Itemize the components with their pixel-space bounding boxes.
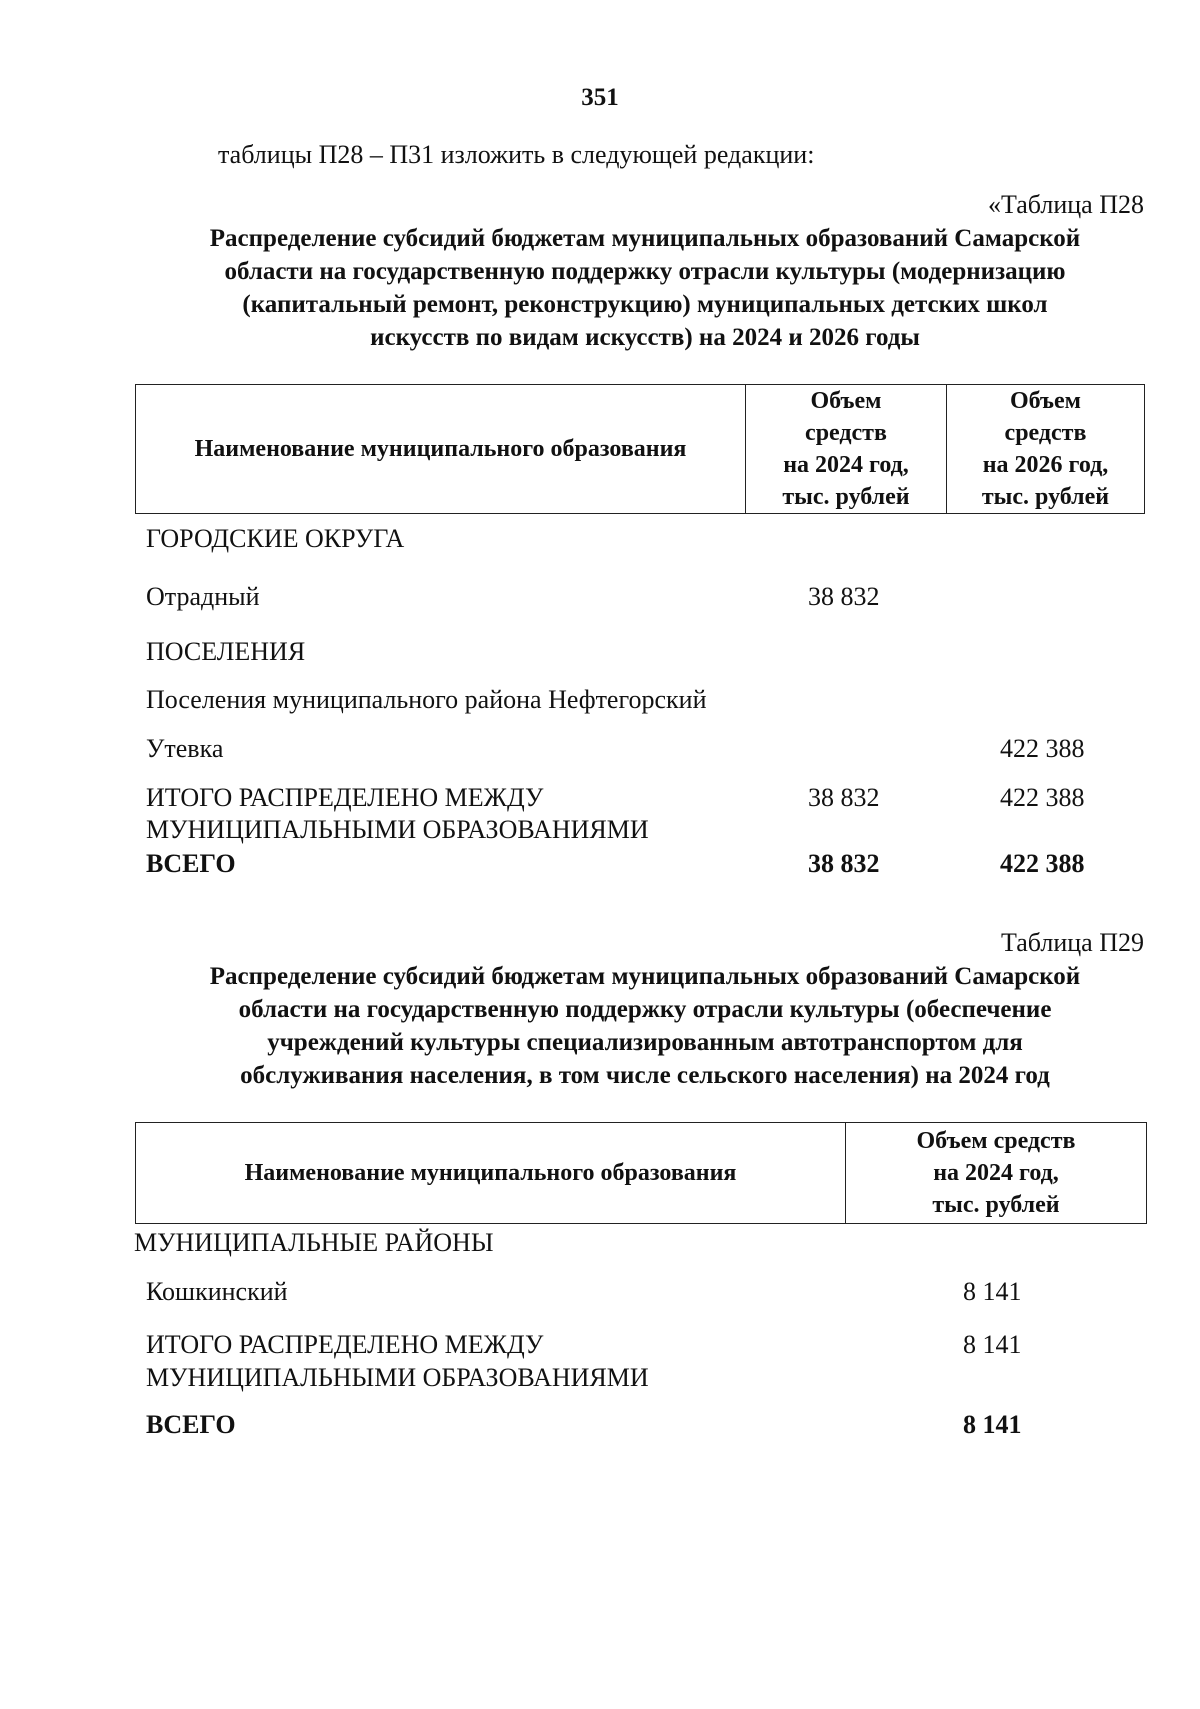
title-line: искусств по видам искусств) на 2024 и 2026 годы: [370, 324, 920, 351]
table-p29-title: [140, 960, 1150, 1092]
row-neftegorsky: Поселения муниципального района Нефтегорский: [146, 685, 707, 714]
title-line: области на государственную поддержку отрасли культуры (обеспечение: [238, 996, 1052, 1023]
section-city-districts: ГОРОДСКИЕ ОКРУГА: [146, 524, 405, 553]
row-distributed-line1: ИТОГО РАСПРЕДЕЛЕНО МЕЖДУ: [146, 1330, 544, 1359]
table-p29-header: [135, 1122, 1147, 1224]
row-distributed-2026: 422 388: [1000, 783, 1085, 812]
header-name: Наименование муниципального образования: [136, 1123, 846, 1224]
row-total-2024: 8 141: [963, 1410, 1022, 1439]
row-distributed-2024: 38 832: [808, 783, 880, 812]
row-distributed-line2: МУНИЦИПАЛЬНЫМИ ОБРАЗОВАНИЯМИ: [146, 815, 649, 844]
row-koshkinsky-name: Кошкинский: [146, 1277, 288, 1306]
row-utevka-2026: 422 388: [1000, 734, 1085, 763]
title-line: Распределение субсидий бюджетам муниципальных образований Самарской: [209, 963, 1081, 990]
header-2024: Объем средств на 2024 год, тыс. рублей: [846, 1123, 1147, 1224]
row-total-2024: 38 832: [808, 849, 880, 878]
title-line: области на государственную поддержку отрасли культуры (модернизацию: [224, 258, 1066, 285]
title-line: (капитальный ремонт, реконструкцию) муниципальных детских школ: [242, 291, 1048, 318]
title-line: учреждений культуры специализированным автотранспортом для: [267, 1029, 1023, 1056]
table-p29-label: Таблица П29: [1001, 928, 1144, 957]
table-p28-header: [135, 384, 1145, 514]
row-koshkinsky-2024: 8 141: [963, 1277, 1022, 1306]
row-otradny-2024: 38 832: [808, 582, 880, 611]
table-p28-title: [140, 222, 1150, 354]
row-distributed-line1: ИТОГО РАСПРЕДЕЛЕНО МЕЖДУ: [146, 783, 544, 812]
header-2026: Объем средств на 2026 год, тыс. рублей: [947, 385, 1145, 514]
row-distributed-line2: МУНИЦИПАЛЬНЫМИ ОБРАЗОВАНИЯМИ: [146, 1363, 649, 1392]
header-2024: Объем средств на 2024 год, тыс. рублей: [746, 385, 947, 514]
page-number: 351: [581, 84, 619, 111]
section-settlements: ПОСЕЛЕНИЯ: [146, 637, 306, 666]
row-total-name: ВСЕГО: [146, 1410, 236, 1439]
intro-text: таблицы П28 – П31 изложить в следующей редакции:: [218, 140, 815, 169]
row-total-name: ВСЕГО: [146, 849, 236, 878]
header-name: Наименование муниципального образования: [136, 385, 746, 514]
row-total-2026: 422 388: [1000, 849, 1085, 878]
title-line: обслуживания населения, в том числе сельского населения) на 2024 год: [240, 1062, 1050, 1089]
row-otradny-name: Отрадный: [146, 582, 260, 611]
table-p28-label: «Таблица П28: [988, 190, 1144, 219]
section-municipal-districts: МУНИЦИПАЛЬНЫЕ РАЙОНЫ: [134, 1228, 494, 1257]
row-distributed-2024: 8 141: [963, 1330, 1022, 1359]
row-utevka-name: Утевка: [146, 734, 224, 763]
title-line: Распределение субсидий бюджетам муниципальных образований Самарской: [209, 225, 1081, 252]
